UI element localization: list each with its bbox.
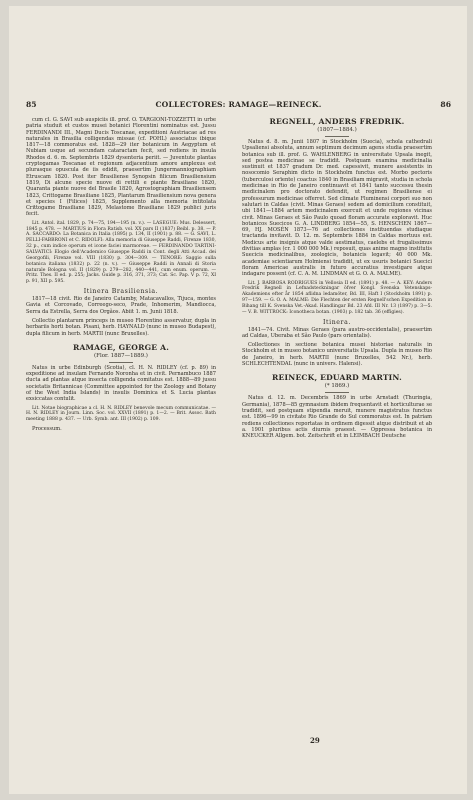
regnell-dates: (1807—1884.) [317,127,357,133]
raddi-itinera-heading: Itinera Brasiliensia. [83,288,159,296]
divider-rule [109,362,133,363]
ramage-heading: RAMAGE, GEORGE A. [72,342,170,352]
raddi-biography: cum cl. G. SAVI sub auspiciis ill. prof. O. TARGIONI-TOZZETTI in urbe patria studuit et custos musei botanici Florentini nominatus est. Jussu FERDINANDI III., Magni Ducis Toscanae, expeditioni Austriacae ad res naturales in Brasilia colligendas missae (cf. POHL) associatus ibique 1817—18 commoratus est. 1828—29 iter botanicum in Aegyptum et Nubiam usque ad secundam cataractam fecit, sed rediens in insula Rhodos d. 6. m. Septembris 1829 dysenteria periit. — Juventute plantas cryptogamas Toscanae et regionum adjacentium amore amplexus est plurasque opuscula de iis edidit, praesertim Jungermanniographiam Etruscam 1820. Post iter Brasiliense Synopsin filicum Brasiliensium 1819, Di alcune specie nuove di rettili e piante Brasiliane 1820, Quaranta piante nuove del Brasile 1820, Agrostographiam Brasiliensem 1823, Crittogame Brasiliane 1825, Plantarum Brasiliensium nova genera et species I (Filices) 1825, Supplemento alla memoria intitolata Crittogame Brasiliane 1829, Melastome Brasiliane 1829 publici juris fecit. [26,117,216,218]
regnell-itinera: 1841—74. Civit. Minas Geraes (para austro-occidentalis), praesertim ad Caldas, Uberaba et São Paulo (pars orientalis). [242,326,432,339]
regnell-heading: REGNELL, ANDERS FREDRIK. [269,117,405,126]
ramage-literature: Lit. Notae biographicae a cl. H. N. RIDLEY benevole mecum communicatae. — H. N. RIDLEY in Journ. Linn. Soc. vol. XXVII (1891) p. 1—2. — Brit. Assoc. Bath meeting 1888 p. 437. — Urb. Symb. ant. III (1902) p. 109. [26,405,216,423]
raddi-collectiones: Collectio plantarum princeps in museo Florentino asservatur, dupla in herbariis horti botan. Pisani, herb. HAYNALD (nunc in museo Budapest), dupla filicum in herb. MARTII (nunc Bruxelles). [26,317,216,337]
page-number-right: 86 [440,100,451,109]
raddi-literature: Lit. Antol. ital. 1829, p. 74—75, 194—195 (n. v.). — LASEGUE: Mus. Delessert, 1845 p. 478. — MARTIUS in Flora Ratisb. vol. XX pars II (1837) Beibl. p. 38. — P. A. SACCARDO: La Botanica in Italia (1895) p. 134, II (1901) p. 88. — G. SAVI, L. PELLI-FABBRONI et C. RIDOLFI: Alla memoria di Giuseppe Raddi, Firenze 1830, 32 p., cum indice operum et icone faciei marmoreae. — FERDINANDO TARTINI-SALVATICI: Elogio dell'Academico Giuseppe Raddi in Cont. degli Atti Accad. dei Georgofili, Firenze vol. VIII (1830) p. 304—309. — TENORE: Saggio sulla botanica italiana (1832) p. 22 (n. v.). — Giuseppe Raddi in Annali di Storia naturale Bologna vol. II (1829) p. 279—282, 440—441, cum enum. operum. — Pritz. Thes. II ed. p. 255; Jacks. Guide p. 316, 371, 373; Cat. Sc. Pap. V p. 72, XI p. 91, XII p. 595. [26,220,216,285]
ramage-biography: Natus in urbe Edinburgh (Scotia), cl. H. N. RIDLEY (cf. p. 89) in expeditione ad insulam Fernando Noronha et in civit. Pernambuco 1887 ducta ad plantas atque insecta colligenda comitatus est. 1888—89 jussu societatis Britannicae (Committee appointed for the Zoology and Botany of the West India Islands) in insulis Dominica et S. Lucia plantas exsiccatas contulit. [26,364,216,403]
running-title: COLLECTORES: RAMAGE—REINECK. [155,100,322,109]
page-number-left: 85 [26,100,37,109]
divider-rule [325,136,349,137]
regnell-biography: Natus d. 8. m. Junii 1807 in Stockholm (Suecia), schola cathedrali Upsaliensi absoluta, annum septimum decimum agens studia praesertim botanica sub ill. prof. G. WAHLENBERG in universitate Upsala inegit, sed postea medicinae se tradidit. Postquam examina medicinalia sustinuit et 1837 gradum Dr. med. capessivit, munere assistentis in nosocomio Seraphim dicto in Stockholm functus est. Morbo pectoris (tuberculosi orïente) coactus 1840 in Brasiliam migravit, studia in schola medicinae in Rio de Janeiro continuavit et 1841 tanto successu thesin medicinalem pro doctorato defendit, ut regimen Brasiliense ei professurum medicinae offerret. Sed climate Fluminensi corpori suo non salutari in Caldas (civit. Minas Geraes) sedem ad domicilium constituit, ubi 1841—1884 artem medicinalem exercuit et unde regiones vicinas civit. Minas Geraes et São Paulo quoad floram accurate exploravit. Huc botanicos Suecicos G. A. LINDBERG 1854—55, S. HENSCHEN 1867—69, HJ. MOSÉN 1873—76 ad collectiones instituendas studiaque tractanda invitavit. D. 12. m. Septembris 1884 in Caldas mortuus est. Medicus arte insignis atque valde aestimatus, caelebs et frugalissimus divitias amplas (cr. 1 000 000 Mk.) reposuit, quas anime magno institutis Suecicis medicinalibus, zoologicis, botanicis legavit; 40 000 Mk. academiae scientiarum Holmiensi tradidit, ut ex usuris botanici Suecici floram Americae australis in futuro accuratius investigare atque indagare possent (cf. C. A. M. LINDMAN et G. O. A. MALME). [242,139,432,278]
raddi-itinera: 1817—18 civit. Rio de Janeiro Catamby, Matacavallos, Tijuca, montes Gavia et Corcovado, Correego-seco, Prade, Inhomerim, Mandiocca, Serra da Estrella, Serra dos Orgãos. Abiit 1. m. Junii 1818. [26,296,216,315]
signature-mark: 29 [310,736,320,745]
reineck-heading: REINECK, EDUARD MARTIN. [272,373,402,383]
running-header [26,100,451,112]
ramage-dates: (Flor. 1887—1889.) [94,352,148,359]
regnell-collectiones: Collectiones in sectione botanica musei historiae naturalis in Stockholm et in museo botanico universitatis Upsala. Dupla in museo Rio de Janeiro, in herb. MARTII (nunc Bruxelles, 542 Nr.), herb. SCHLECHTENDAL (nunc in univers. Halensi). [242,342,432,368]
processum-note: Processum. [32,426,62,433]
reineck-biography: Natus d. 12. m. Decembris 1869 in urbe Arnstadt (Thuringia, Germania), 1878—85 gymnasium ibidem frequentavit et horticulturae se tradidit, sed postquam stipendia meruit, munere magistratus functus est. 1896—99 in civitate Rio Grande do Sul commoratus est. In patriam rediens collectiones reportatas in ordinem digessit atque distribuit et ab a. 1901 pluribus actis diurnis praeest. — Oppressa botanica in KNEUCKER Allgem. bot. Zeitschrift et in LEIMBACH Deutsche [242,395,432,440]
divider-rule [325,392,349,393]
regnell-literature: Lit. J. BARBOSA RODRIGUES in Vellosia II ed. (1891) p. 48. — A. KEY: Anders Fredrik Regnell in Lefnadsteckningar öfver Kongl. Svenska Vetenskaps-Akademiens efter år 1854 aflidna ledamöter, Bd. III, Haft I (Stockholm 1891) p. 97—159. — G. O. A. MALME: Die Flechten der ersten Regnell'schen Expedition in Bihang till K. Svenska Vet.-Akad. Handlingar Bd. 23 Afd. III Nr. 13 (1897) p. 3—5. — V. B. WITTROCK: Iconotheca botan. (1903) p. 182 tab. 36 (effigies). [242,280,432,315]
regnell-itinera-heading: Itinera. [323,318,351,326]
left-column [26,117,216,432]
reineck-dates: (* 1869.) [324,383,350,390]
right-column [242,117,432,439]
